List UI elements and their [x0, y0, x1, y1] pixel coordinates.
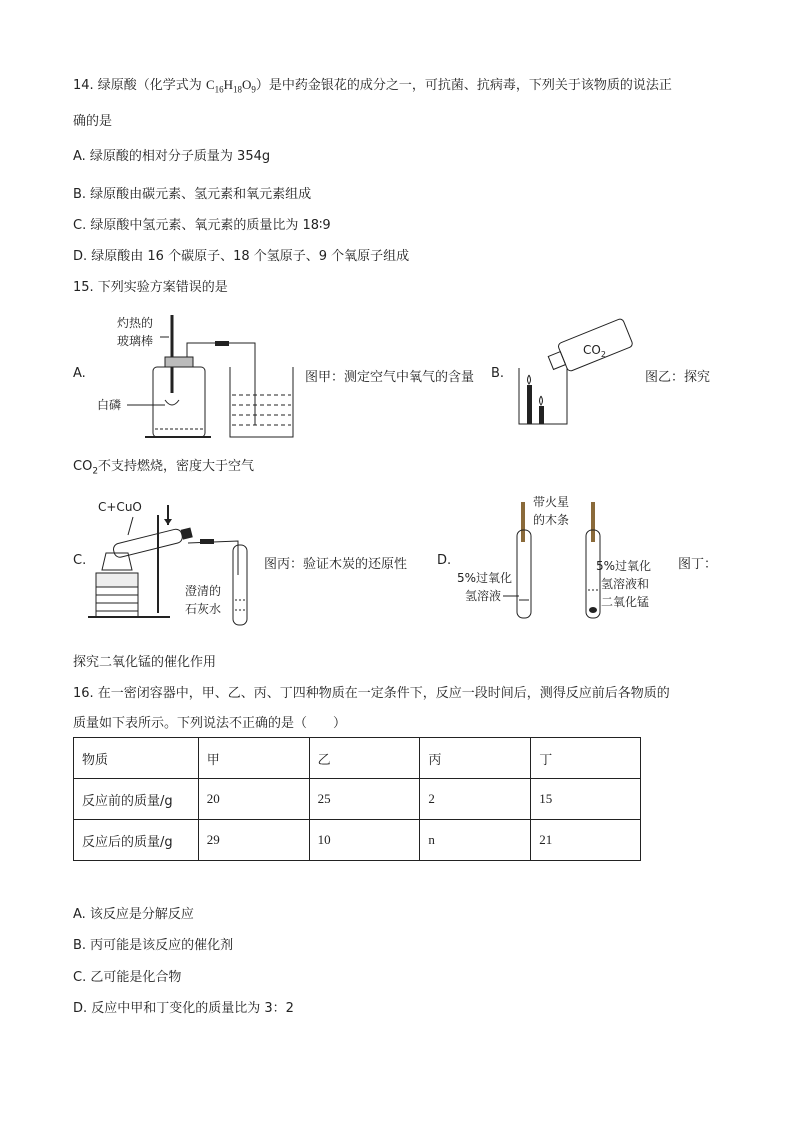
label-co2: $CO_2$ — [583, 343, 606, 359]
label-stick-1: 带火星 — [533, 495, 570, 509]
label-limewater-2: 石灰水 — [185, 602, 222, 616]
q14-option-b: B. 绿原酸由碳元素、氢元素和氧元素组成 — [73, 187, 312, 202]
table-cell: 25 — [309, 779, 420, 820]
table-header-row — [74, 738, 641, 779]
label-stick-2: 的木条 — [533, 513, 570, 527]
table-cell: 反应后的质量/g — [74, 820, 199, 861]
table-header: 丙 — [420, 738, 531, 779]
mass-table — [73, 737, 641, 861]
q16-stem-cont: 质量如下表所示。下列说法不正确的是（ ） — [73, 716, 347, 731]
q15-d-caption-cont: 探究二氧化锰的催化作用 — [73, 655, 217, 670]
q14-option-d: D. 绿原酸由 16 个碳原子、18 个氢原子、9 个氧原子组成 — [73, 249, 410, 264]
label-hot-rod-2: 玻璃棒 — [117, 334, 154, 348]
table-row — [74, 779, 641, 820]
table-header: 物质 — [74, 738, 199, 779]
table-cell: 10 — [309, 820, 420, 861]
label-white-phosphorus: 白磷 — [97, 398, 122, 412]
q15-a-caption: 图甲：测定空气中氧气的含量 — [305, 370, 475, 385]
q15-b-caption-cont: $CO_2$不支持燃烧，密度大于空气 — [73, 459, 255, 477]
chemical-formula: $C_{16}H_{18}O_9$ — [205, 77, 256, 95]
apparatus-oxygen-content — [95, 305, 305, 445]
apparatus-mno2-catalysis — [455, 490, 675, 625]
table-cell: 29 — [198, 820, 309, 861]
label-c-cuo: C+CuO — [98, 500, 142, 514]
label-left-tube-1: 5%过氧化 — [457, 571, 513, 585]
q16-option-c: C. 乙可能是化合物 — [73, 970, 182, 985]
q15-d-caption: 图丁： — [678, 557, 718, 572]
q16-option-b: B. 丙可能是该反应的催化剂 — [73, 938, 234, 953]
q15-b-letter: B. — [491, 366, 505, 381]
table-cell: n — [420, 820, 531, 861]
table-cell: 21 — [531, 820, 641, 861]
table-header: 甲 — [198, 738, 309, 779]
q14-option-c: C. 绿原酸中氢元素、氧元素的质量比为 18∶9 — [73, 218, 331, 233]
label-hot-rod-1: 灼热的 — [117, 316, 154, 330]
table-cell: 2 — [420, 779, 531, 820]
q16-stem: 16. 在一密闭容器中，甲、乙、丙、丁四种物质在一定条件下，反应一段时间后，测得反应前后各物质的 — [73, 686, 670, 701]
table-cell: 反应前的质量/g — [74, 779, 199, 820]
apparatus-carbon-reduction — [88, 495, 263, 635]
q14-stem: 14. 绿原酸（化学式为 $C_{16}H_{18}O_9$）是中药金银花的成分之一，可抗菌、抗病毒，下列关于该物质的说法正 — [73, 77, 672, 95]
table-cell: 15 — [531, 779, 641, 820]
label-right-tube-3: 二氧化锰 — [601, 595, 650, 609]
q15-c-letter: C. — [73, 553, 87, 568]
label-left-tube-2: 氢溶液 — [465, 589, 502, 603]
q16-option-d: D. 反应中甲和丁变化的质量比为 3：2 — [73, 1001, 294, 1016]
q14-option-a: A. 绿原酸的相对分子质量为 354g — [73, 149, 271, 164]
table-cell: 20 — [198, 779, 309, 820]
apparatus-co2-candles — [515, 320, 640, 430]
q16-option-a: A. 该反应是分解反应 — [73, 907, 194, 922]
table-header: 丁 — [531, 738, 641, 779]
q14-stem-cont: 确的是 — [73, 114, 113, 129]
label-right-tube-1: 5%过氧化 — [596, 559, 652, 573]
table-header: 乙 — [309, 738, 420, 779]
label-limewater-1: 澄清的 — [185, 584, 222, 598]
q15-a-letter: A. — [73, 366, 86, 381]
q15-c-caption: 图丙：验证木炭的还原性 — [264, 557, 408, 572]
q15-b-caption: 图乙：探究 — [645, 370, 711, 385]
table-row — [74, 820, 641, 861]
q15-stem: 15. 下列实验方案错误的是 — [73, 280, 228, 295]
label-right-tube-2: 氢溶液和 — [601, 577, 650, 591]
q15-d-letter: D. — [437, 553, 452, 568]
